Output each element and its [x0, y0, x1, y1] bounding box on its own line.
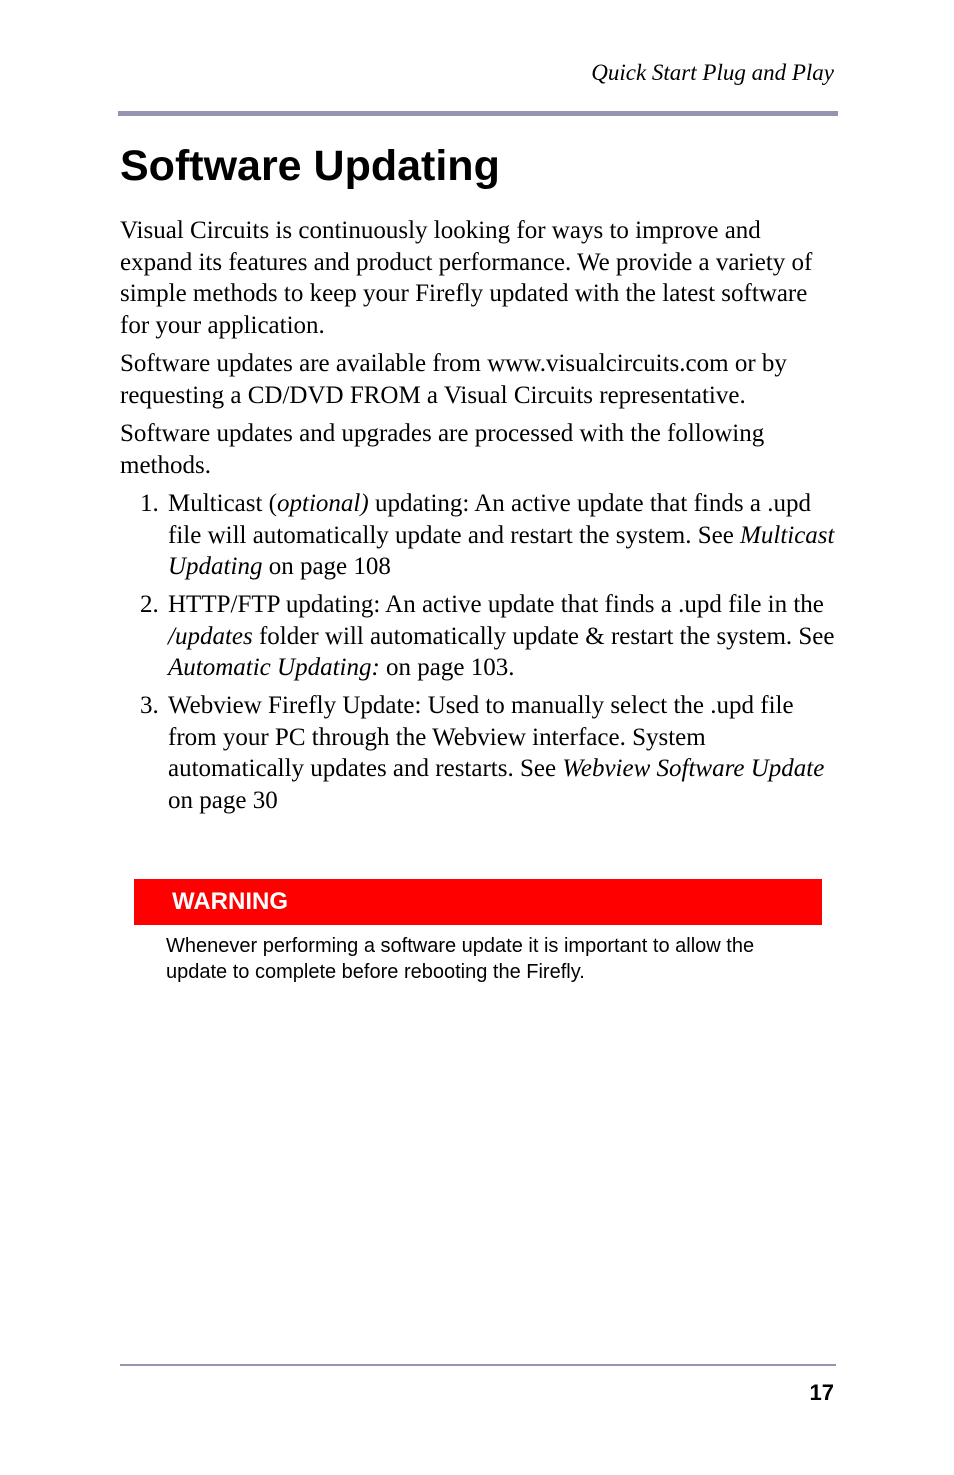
- warning-banner: [134, 879, 822, 925]
- cross-reference: Automatic Updating:: [168, 654, 380, 681]
- list-number: 2.: [140, 591, 159, 618]
- list-number: 3.: [140, 692, 159, 719]
- update-methods-list: [120, 488, 836, 816]
- list-item-webview: [120, 690, 836, 816]
- warning-text: Whenever performing a software update it is important to allow the update to complete before rebooting the Firefly.: [166, 935, 755, 983]
- step-text: Multicast (: [168, 490, 278, 517]
- step-text: folder will automatically update & restart the system. See: [252, 622, 835, 650]
- footer-rule: [120, 1364, 836, 1366]
- section-body: [120, 215, 836, 823]
- step-emphasis: optional): [277, 490, 369, 517]
- step-text: HTTP/FTP updating: An active update that finds a .upd file in the: [168, 591, 824, 618]
- cross-reference: Webview Software Update: [562, 755, 825, 782]
- page-reference: on page 103.: [379, 654, 515, 681]
- list-item-http-ftp: [120, 589, 836, 684]
- page-reference: on page 108: [262, 553, 391, 580]
- section-title: Software Updating: [120, 142, 500, 190]
- cross-reference: Multicast Updating: [168, 521, 835, 580]
- step-text: Webview Firefly Update: Used to manually select the .upd file from your PC through the Webview interface. System automatically updates and restarts. See: [168, 692, 794, 782]
- warning-label: WARNING: [172, 888, 288, 915]
- header-rule: [118, 111, 838, 116]
- list-number: 1.: [140, 490, 159, 517]
- page-number: 17: [809, 1380, 834, 1405]
- folder-path: /updates: [168, 622, 253, 650]
- intro-paragraph: Visual Circuits is continuously looking for ways to improve and expand its features and product performance. We provide a variety of simple methods to keep your Firefly updated with the latest software for your application.: [120, 217, 813, 339]
- page-reference: on page 30: [168, 786, 278, 814]
- list-item-multicast: [120, 488, 836, 583]
- running-header: Quick Start Plug and Play: [591, 60, 834, 85]
- availability-paragraph: Software updates are available from www.visualcircuits.com or by requesting a CD/DVD FROM a Visual Circuits representative.: [120, 350, 787, 409]
- methods-paragraph: Software updates and upgrades are processed with the following methods.: [120, 420, 765, 479]
- step-text: updating: An active update that finds a .upd file will automatically update and restart the system. See: [168, 490, 811, 549]
